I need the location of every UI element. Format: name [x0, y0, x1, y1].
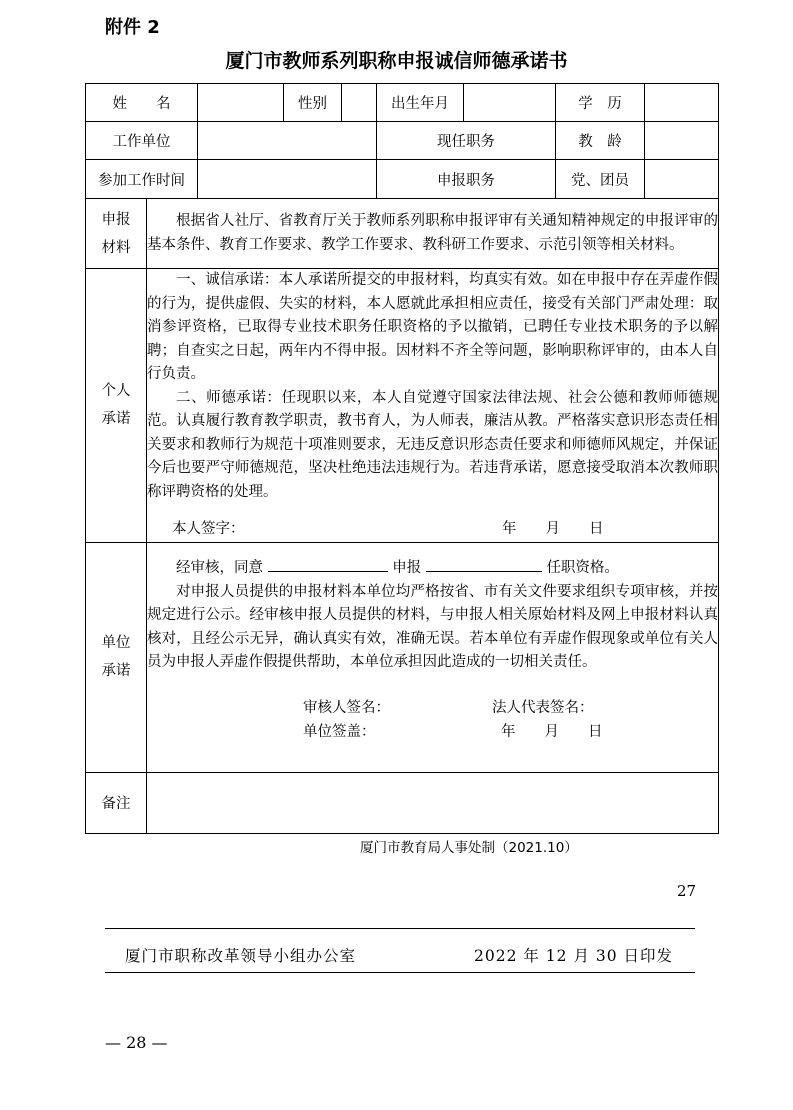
name-label: 姓 名 — [86, 84, 198, 122]
personal-text — [147, 269, 719, 543]
unit-commitment-paragraph: 对申报人员提供的申报材料本单位均严格按省、市有关文件要求组织专项审核，并按规定进行公示。经审核申报人员提供的材料，与申报人相关原始材料及网上申报材料认真核对，且经公示无异，确认真实有效，准确无误。若本单位有弄虚作假现象或单位有关人员为申报人弄虚作假提供帮助，本单位承担因此造成的一切相关责任。 — [147, 583, 718, 671]
employer-field[interactable] — [198, 122, 377, 160]
unit-label-text: 单位承诺 — [101, 635, 131, 679]
unit-approval-name-blank[interactable] — [268, 557, 388, 572]
birth-label: 出生年月 — [377, 84, 464, 122]
page-number-27: 27 — [677, 882, 697, 900]
commitment-form-table — [85, 83, 719, 834]
start-work-field[interactable] — [198, 160, 377, 199]
teaching-years-label: 教 龄 — [556, 122, 645, 160]
education-field[interactable] — [645, 84, 719, 122]
remarks-label: 备注 — [86, 772, 147, 833]
materials-label — [86, 199, 147, 269]
materials-text — [147, 199, 719, 269]
employer-label: 工作单位 — [86, 122, 198, 160]
name-field[interactable] — [198, 84, 284, 122]
personal-label — [86, 269, 147, 543]
unit-approval-line — [147, 557, 718, 581]
party-field[interactable] — [645, 160, 719, 199]
personal-ethics-paragraph: 二、师德承诺：任现职以来，本人自觉遵守国家法律法规、社会公德和教师师德规范。认真履行教育教学职责，教书育人，为人师表，廉洁从教。严格落实意识形态责任相关要求和教师行为规范十项准则要求，无违反意识形态责任要求和师德师风规定，并保证今后也要严守师德规范，坚决杜绝违法违规行为。若违背承诺，愿意接受取消本次教师职称评聘资格的处理。 — [147, 389, 718, 500]
materials-label-text: 申报材料 — [101, 211, 131, 256]
unit-date-label: 年 月 日 — [501, 723, 603, 740]
teaching-years-field[interactable] — [645, 122, 719, 160]
education-label: 学 历 — [556, 84, 645, 122]
personal-integrity-paragraph: 一、诚信承诺：本人承诺所提交的申报材料，均真实有效。如在申报中存在弄虚作假的行为，提供虚假、失实的材料，本人愿就此承担相应责任，接受有关部门严肃处理：取消参评资格，已取得专业技术职务任职资格的予以撤销，已聘任专业技术职务的予以解聘；自查实之日起，两年内不得申报。因材料不齐全等问题，影响职称评审的，由本人自行负责。 — [147, 272, 718, 382]
start-work-label: 参加工作时间 — [86, 160, 198, 199]
personal-signature-label: 本人签字： — [172, 521, 245, 537]
personal-label-text: 个人承诺 — [101, 383, 131, 428]
page-number-28: — 28 — — [105, 1033, 168, 1052]
unit-approval-qual-blank[interactable] — [426, 557, 542, 572]
legal-sign-label: 法人代表签名： — [492, 699, 594, 716]
materials-paragraph: 根据省人社厅、省教育厅关于教师系列职称申报评审有关通知精神规定的申报评审的基本条件、教育工作要求、教学工作要求、教科研工作要求、示范引领等相关材料。 — [147, 213, 718, 253]
footer-bottom-rule — [105, 972, 695, 973]
position-label: 现任职务 — [377, 122, 556, 160]
attachment-label: 附件 2 — [105, 17, 160, 38]
birth-field[interactable] — [464, 84, 556, 122]
unit-seal-label: 单位签盖： — [303, 723, 376, 740]
personal-date-label: 年 月 日 — [502, 521, 604, 537]
gender-field[interactable] — [342, 84, 377, 122]
unit-approval-prefix: 经审核，同意 — [176, 560, 263, 577]
unit-approval-mid: 申报 — [392, 560, 422, 577]
footer-top-rule — [105, 928, 695, 929]
reviewer-sign-label: 审核人签名： — [303, 699, 390, 716]
unit-label — [86, 542, 147, 772]
remarks-field[interactable] — [147, 772, 719, 833]
form-credit: 厦门市教育局人事处制（2021.10） — [360, 840, 578, 856]
issuing-office: 厦门市职称改革领导小组办公室 — [125, 947, 357, 965]
print-date: 2022 年 12 月 30 日印发 — [474, 947, 674, 965]
page-title: 厦门市教师系列职称申报诚信师德承诺书 — [225, 50, 568, 72]
unit-text — [147, 542, 719, 772]
apply-position-label: 申报职务 — [377, 160, 556, 199]
party-label: 党、团员 — [556, 160, 645, 199]
gender-label: 性别 — [284, 84, 342, 122]
unit-approval-suffix: 任职资格。 — [546, 560, 619, 577]
